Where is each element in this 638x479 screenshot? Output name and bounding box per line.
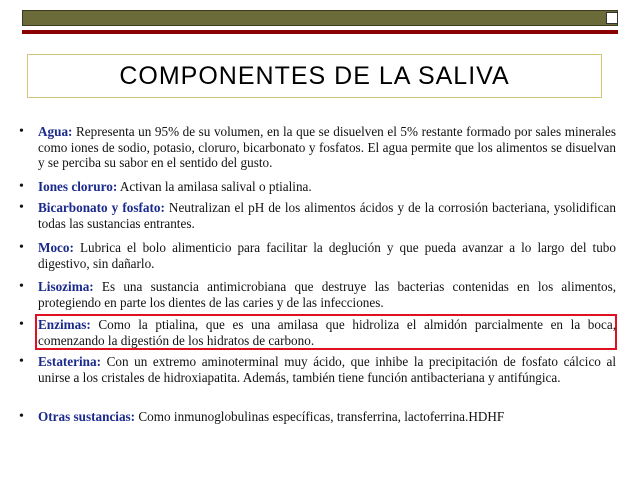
item-term: Agua: <box>38 124 73 139</box>
bullet: • <box>19 240 24 255</box>
item-text: Con un extremo aminoterminal muy ácido, que inhibe la precipitación de fosfato cálcico al unirse a los cristales de hidroxiapatita. Además, también tiene función antibacteriana y antifúngica. <box>38 354 616 385</box>
list-item-estaterina <box>38 354 616 385</box>
item-term: Iones cloruro: <box>38 179 118 194</box>
header-red-line <box>22 30 618 34</box>
item-text: Representa un 95% de su volumen, en la que se disuelven el 5% restante formado por sales minerales como iones de sodio, potasio, cloruro, bicarbonato y fosfatos. El agua permite que los alimentos se disuelvan y se perciba su sabor en el sentido del gusto. <box>38 124 616 170</box>
list-item-otras-sustancias <box>38 409 616 425</box>
bullet: • <box>19 354 24 369</box>
item-term: Enzimas: <box>38 317 91 332</box>
item-text: Es una sustancia antimicrobiana que destruye las bacterias contenidas en los alimentos, protegiendo en parte los dientes de las caries y de las infecciones. <box>38 279 616 310</box>
page-title: COMPONENTES DE LA SALIVA <box>119 61 510 90</box>
item-term: Otras sustancias: <box>38 409 136 424</box>
list-item-enzimas <box>38 317 616 348</box>
bullet: • <box>19 179 24 194</box>
bullet: • <box>19 124 24 139</box>
item-text: Neutralizan el pH de los alimentos ácidos y de la corrosión bacteriana, ysolidifican todas las sustancias entrantes. <box>38 200 616 231</box>
item-term: Bicarbonato y fosfato: <box>38 200 165 215</box>
list-item-agua <box>38 124 616 171</box>
header-bar <box>22 10 618 26</box>
list-item-bicarbonato <box>38 200 616 231</box>
item-term: Moco: <box>38 240 74 255</box>
item-text: Activan la amilasa salival o ptialina. <box>117 179 312 194</box>
bullet: • <box>19 317 24 332</box>
item-text: Como la ptialina, que es una amilasa que hidroliza el almidón parcialmente en la boca, comenzando la digestión de los hidratos de carbono. <box>38 317 616 348</box>
list-item-moco <box>38 240 616 271</box>
bullet: • <box>19 200 24 215</box>
bullet: • <box>19 409 24 424</box>
item-term: Estaterina: <box>38 354 101 369</box>
bullet: • <box>19 279 24 294</box>
list-item-iones-cloruro <box>38 179 616 195</box>
item-text: Lubrica el bolo alimenticio para facilitar la deglución y que pueda avanzar a lo largo del tubo digestivo, sin dañarlo. <box>38 240 616 271</box>
item-term: Lisozima: <box>38 279 94 294</box>
header-square <box>606 12 618 24</box>
title-box <box>27 54 602 98</box>
item-text: Como inmunoglobulinas específicas, transferrina, lactoferrina.HDHF <box>135 409 505 424</box>
list-item-lisozima <box>38 279 616 310</box>
